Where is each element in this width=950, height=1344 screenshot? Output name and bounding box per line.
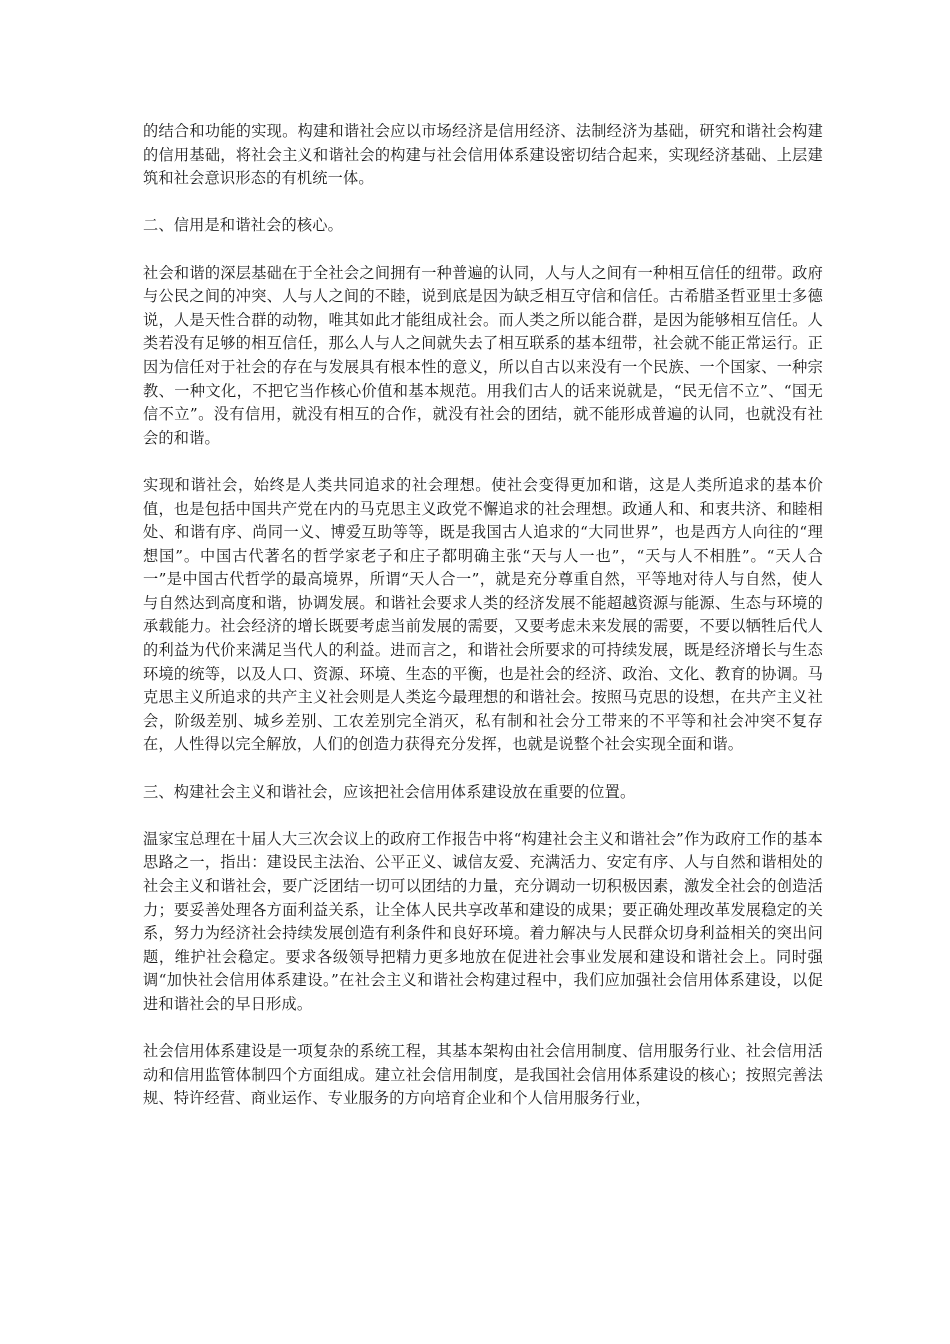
paragraph-credit-system: 社会信用体系建设是一项复杂的系统工程，其基本架构由社会信用制度、信用服务行业、社会信用活动和信用监管体制四个方面组成。建立社会信用制度，是我国社会信用体系建设的核心；按照完善法规、特许经营、商业运作、专业服务的方向培育企业和个人信用服务行业，	[143, 1042, 823, 1108]
section-heading-2: 二、信用是和谐社会的核心。	[143, 216, 344, 235]
paragraph-trust-core: 社会和谐的深层基础在于全社会之间拥有一种普遍的认同，人与人之间有一种相互信任的纽带。政府与公民之间的冲突、人与人之间的不睦，说到底是因为缺乏相互守信和信任。古希腊圣哲亚里士多德说，人是天性合群的动物，唯其如此才能组成社会。而人类之所以能合群，是因为能够相互信任。人类若没有足够的相互信任，那么人与人之间就失去了相互联系的基本纽带，社会就不能正常运行。正因为信任对于社会的存在与发展具有根本性的意义，所以自古以来没有一个民族、一个国家、一种宗教、一种文化，不把它当作核心价值和基本规范。用我们古人的话来说就是，“民无信不立”、“国无信不立”。没有信用，就没有相互的合作，就没有社会的团结，就不能形成普遍的认同，也就没有社会的和谐。	[143, 263, 823, 447]
paragraph-government-report: 温家宝总理在十届人大三次会议上的政府工作报告中将“构建社会主义和谐社会”作为政府工作的基本思路之一，指出：建设民主法治、公平正义、诚信友爱、充满活力、安定有序、人与自然和谐相处的社会主义和谐社会，要广泛团结一切可以团结的力量，充分调动一切积极因素，激发全社会的创造活力；要妥善处理各方面利益关系，让全体人民共享改革和建设的成果；要正确处理改革发展稳定的关系，努力为经济社会持续发展创造有利条件和良好环境。着力解决与人民群众切身利益相关的突出问题，维护社会稳定。要求各级领导把精力更多地放在促进社会事业发展和建设和谐社会上。同时强调“加快社会信用体系建设。”在社会主义和谐社会构建过程中，我们应加强社会信用体系建设，以促进和谐社会的早日形成。	[143, 829, 823, 1013]
document-body	[143, 120, 823, 1135]
section-heading-3: 三、构建社会主义和谐社会，应该把社会信用体系建设放在重要的位置。	[143, 782, 636, 801]
paragraph-social-ideal: 实现和谐社会，始终是人类共同追求的社会理想。使社会变得更加和谐，这是人类所追求的基本价值，也是包括中国共产党在内的马克思主义政党不懈追求的社会理想。政通人和、和衷共济、和睦相处、和谐有序、尚同一义、博爱互助等等，既是我国古人追求的“大同世界”，也是西方人向往的“理想国”。中国古代著名的哲学家老子和庄子都明确主张“天与人一也”，“天与人不相胜”。“天人合一”是中国古代哲学的最高境界，所谓“天人合一”，就是充分尊重自然，平等地对待人与自然，使人与自然达到高度和谐，协调发展。和谐社会要求人类的经济发展不能超越资源与能源、生态与环境的承载能力。社会经济的增长既要考虑当前发展的需要，又要考虑未来发展的需要，不要以牺牲后代人的利益为代价来满足当代人的利益。进而言之，和谐社会所要求的可持续发展，既是经济增长与生态环境的统等，以及人口、资源、环境、生态的平衡，也是社会的经济、政治、文化、教育的协调。马克思主义所追求的共产主义社会则是人类迄今最理想的和谐社会。按照马克思的设想，在共产主义社会，阶级差别、城乡差别、工农差别完全消灭，私有制和社会分工带来的不平等和社会冲突不复存在，人性得以完全解放，人们的创造力获得充分发挥，也就是说整个社会实现全面和谐。	[143, 475, 823, 754]
paragraph-continuation: 的结合和功能的实现。构建和谐社会应以市场经济是信用经济、法制经济为基础，研究和谐社会构建的信用基础，将社会主义和谐社会的构建与社会信用体系建设密切结合起来，实现经济基础、上层建筑和社会意识形态的有机统一体。	[143, 122, 823, 188]
